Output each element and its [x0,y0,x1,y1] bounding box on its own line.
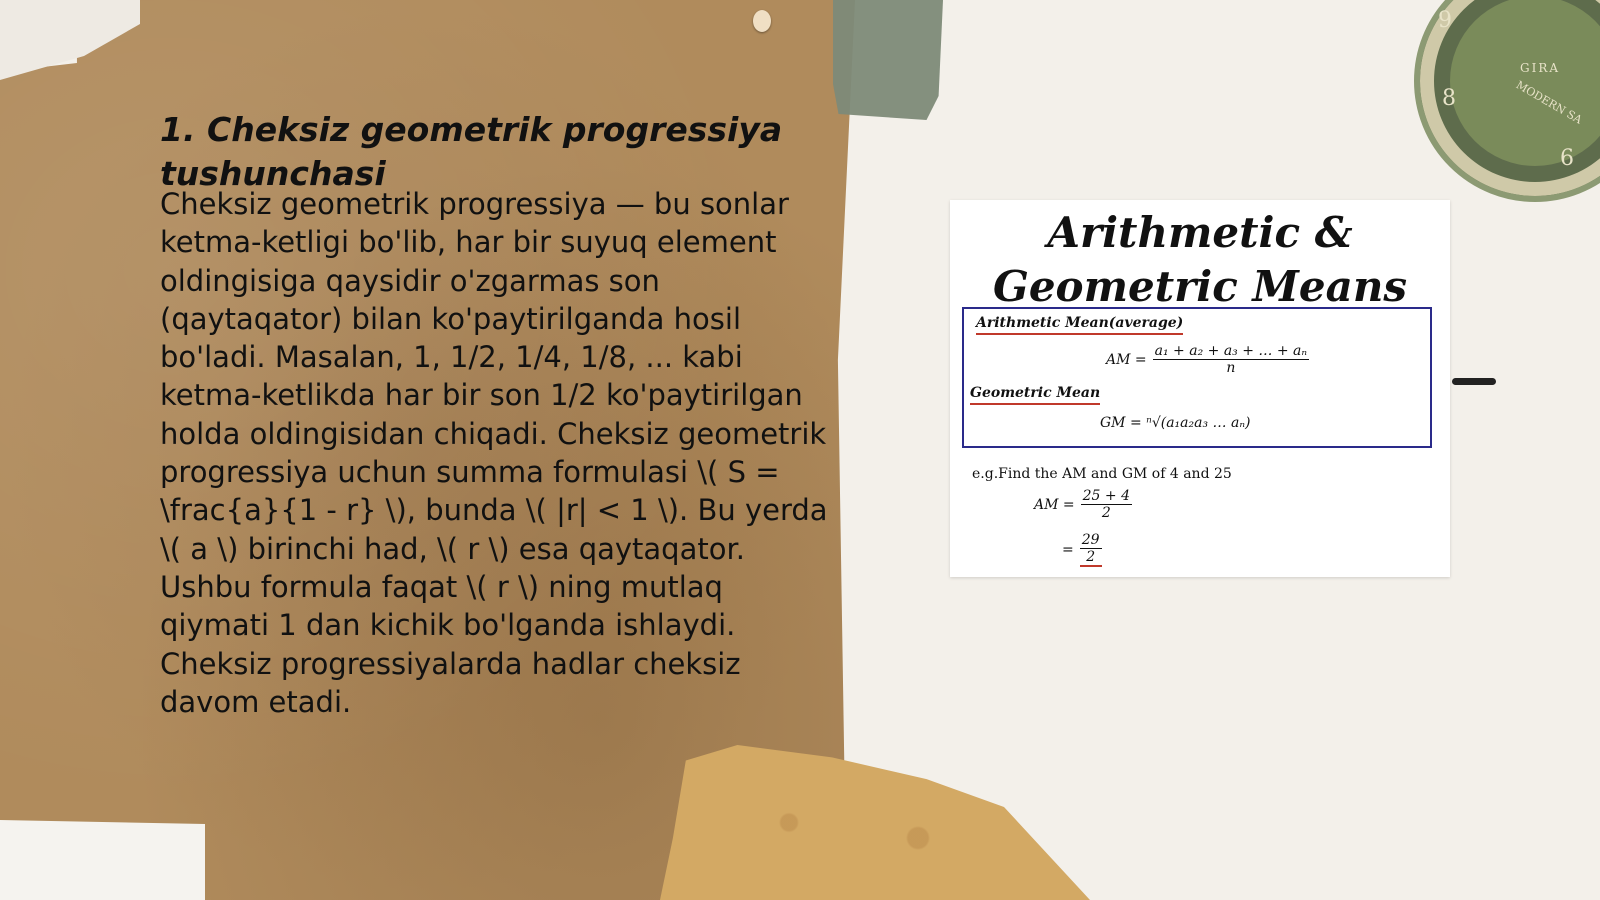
am-fraction [1153,343,1309,376]
ex2-fraction [1080,532,1102,567]
gm-label: Geometric Mean [970,385,1100,405]
ex1-lhs: AM = [1034,496,1075,513]
am-numerator: a₁ + a₂ + a₃ + … + aₙ [1154,343,1308,359]
am-label: Arithmetic Mean(average) [976,315,1183,335]
figure-title: Arithmetic & Geometric Means [992,208,1408,311]
clock-brand-sub: MODERN SA [1513,78,1585,127]
am-lhs: AM = [1106,351,1147,368]
example-am-step2 [1062,532,1102,567]
clock-number: 6 [1560,146,1574,171]
clock-brand: GIRA [1520,61,1561,75]
pin-icon [753,10,771,32]
paper-scrap-bottom-left [0,820,205,900]
ex2-numerator: 29 [1081,532,1100,548]
am-formula [1106,343,1309,376]
clock-number: 9 [1438,8,1452,33]
ex2-lhs: = [1062,541,1074,558]
means-figure [950,200,1450,577]
formula-box [962,307,1432,448]
example-text: e.g.Find the AM and GM of 4 and 25 [972,466,1232,482]
green-tape [833,0,943,120]
am-denominator: n [1226,360,1236,376]
ex2-denominator: 2 [1086,549,1096,565]
ex1-numerator: 25 + 4 [1082,488,1130,504]
clock-number: 8 [1442,86,1456,111]
example-am-step1 [1034,488,1132,521]
gm-formula: GM = ⁿ√(a₁a₂a₃ … aₙ) [1100,415,1251,431]
slide-title: 1. Cheksiz geometrik progressiya tushunchasi [160,110,783,193]
ex1-denominator: 2 [1101,505,1111,521]
ex1-fraction [1081,488,1132,521]
slide-body-text: Cheksiz geometrik progressiya — bu sonlar ketma-ketligi bo'lib, har bir suyuq element oldingisiga qaysidir o'zgarmas son (qaytaqator) bilan ko'paytirilganda hosil bo'ladi. Masalan, 1, 1/2, 1/4, 1/8, ... kabi ketma-ketlikda har bir son 1/2 ko'paytirilgan holda oldingisidan chiqadi. Cheksiz geometrik progressiya uchun summa formulasi \( S = \frac{a}{1 - r} \), bunda \( |r| < 1 \). Bu yerda \( a \) birinchi had, \( r \) esa qaytaqator. Ushbu formula faqat \( r \) ning mutlaq qiymati 1 dan kichik bo'lganda ishlaydi. Cheksiz progressiyalarda hadlar cheksiz davom etadi. [160,187,828,719]
ink-mark [1452,378,1496,385]
